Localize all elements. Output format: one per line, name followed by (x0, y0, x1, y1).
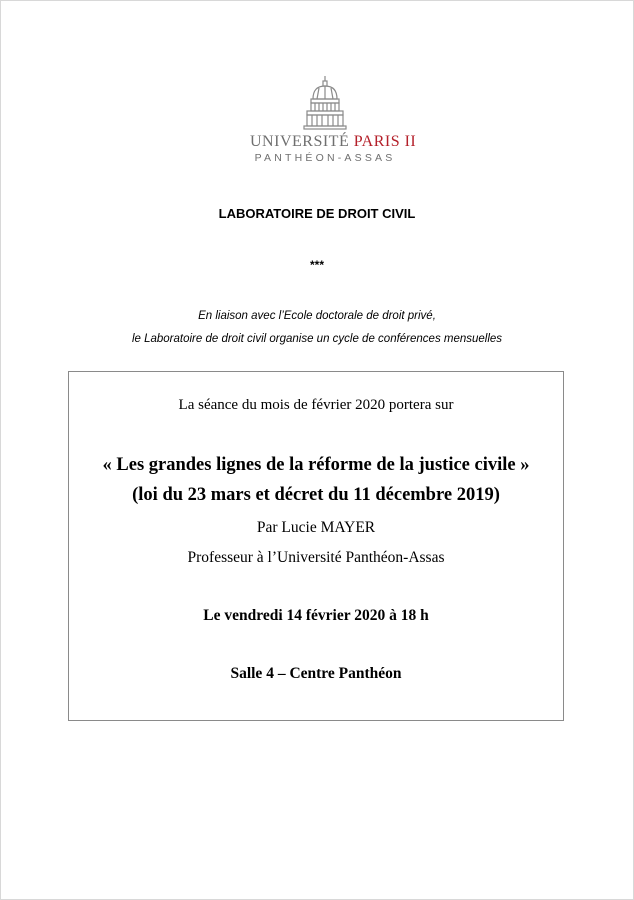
separator-stars: *** (309, 258, 324, 272)
logo-subtitle: PANTHÉON-ASSAS (254, 152, 396, 164)
event-box (68, 371, 564, 721)
intro-line-2: le Laboratoire de droit civil organise un cycle de conférences mensuelles (131, 333, 503, 345)
seance-announcement: La séance du mois de février 2020 portera sur (178, 397, 454, 413)
logo-university-name (250, 133, 417, 151)
laboratory-title: LABORATOIRE DE DROIT CIVIL (218, 206, 416, 221)
speaker-role: Professeur à l’Université Panthéon-Assas (187, 549, 445, 566)
conference-title-line-2: (loi du 23 mars et décret du 11 décembre 2019) (132, 485, 500, 505)
university-logo (250, 75, 417, 175)
logo-name-accent: PARIS II (353, 133, 417, 150)
event-date: Le vendredi 14 février 2020 à 18 h (203, 607, 429, 624)
pantheon-dome-icon (303, 75, 347, 131)
speaker-name: Par Lucie MAYER (256, 519, 376, 536)
conference-title-line-1: « Les grandes lignes de la réforme de la justice civile » (102, 455, 530, 475)
intro-text (0, 305, 634, 351)
event-location: Salle 4 – Centre Panthéon (230, 665, 402, 682)
logo-name-main: UNIVERSITÉ (250, 133, 354, 150)
intro-line-1: En liaison avec l’Ecole doctorale de droit privé, (198, 310, 436, 322)
